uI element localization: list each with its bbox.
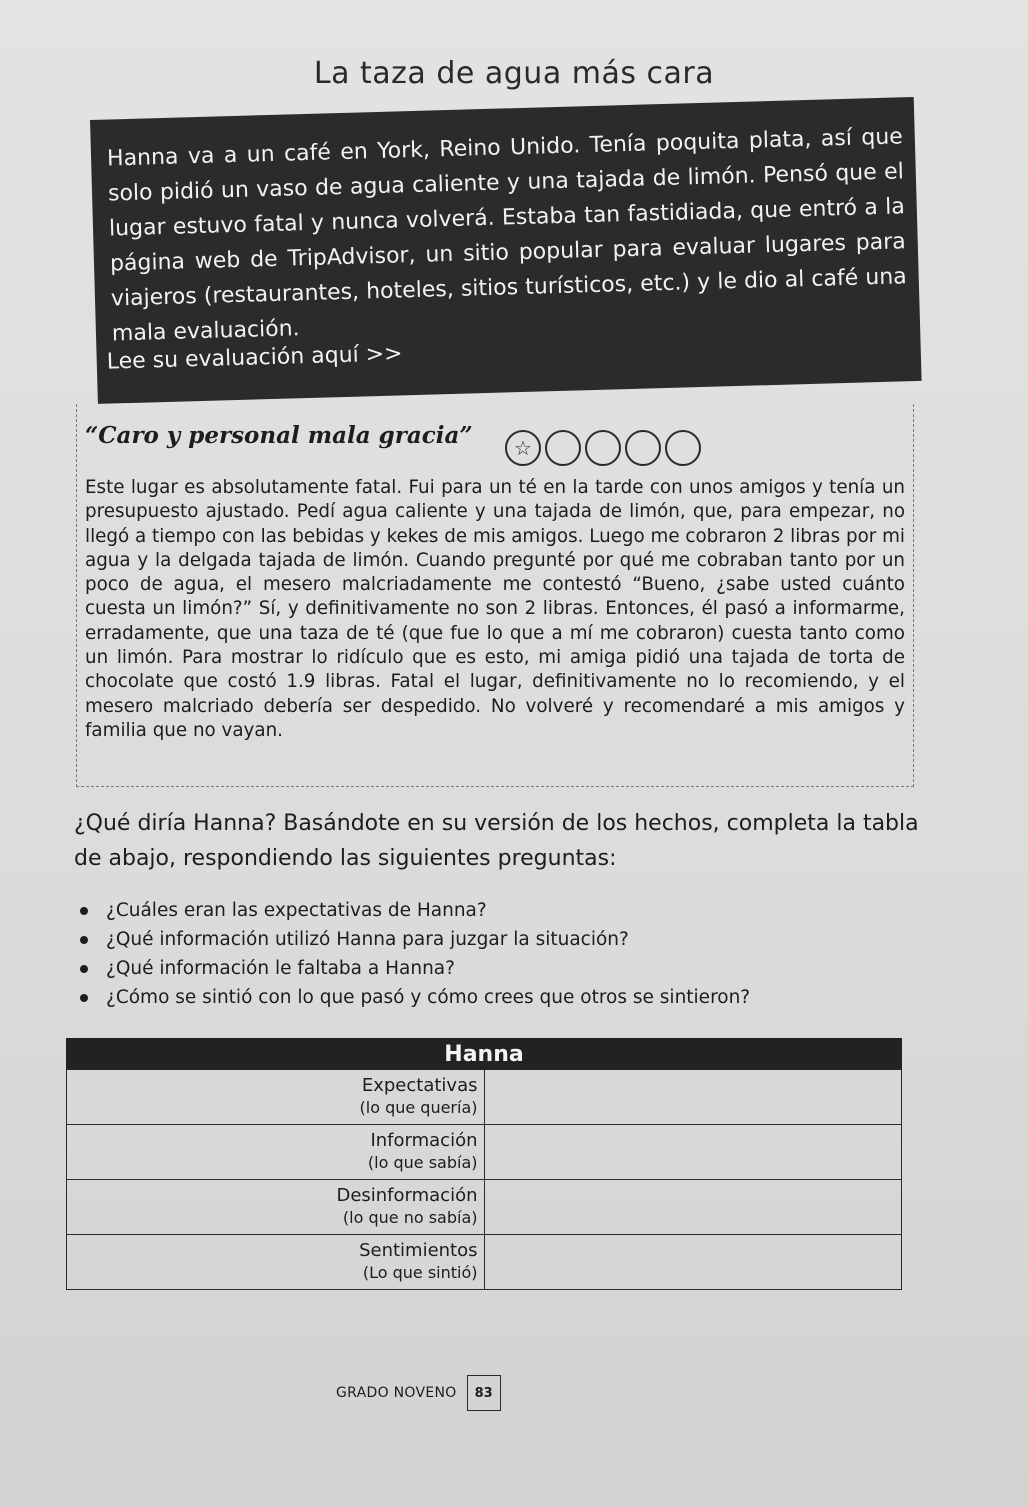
- answer-cell-desinformacion[interactable]: [484, 1180, 902, 1235]
- row-label-desinformacion: Desinformación (lo que no sabía): [67, 1180, 485, 1235]
- question-list: [80, 896, 920, 1012]
- grade-label: GRADO NOVENO: [336, 1385, 457, 1401]
- rating-circle-4: [625, 430, 661, 466]
- table-header: Hanna: [67, 1039, 902, 1070]
- page-title: La taza de agua más cara: [313, 56, 715, 91]
- review-link[interactable]: Lee su evaluación aquí >>: [106, 341, 403, 375]
- answer-cell-sentimientos[interactable]: [484, 1235, 902, 1290]
- star-icon: ☆: [514, 436, 532, 460]
- bullet-icon: [80, 936, 88, 944]
- rating-circles: [505, 430, 701, 466]
- bullet-icon: [80, 994, 88, 1002]
- intro-box: [90, 97, 922, 404]
- row-label-expectativas: Expectativas (lo que quería): [67, 1070, 485, 1125]
- list-item: ¿Cómo se sintió con lo que pasó y cómo crees que otros se sintieron?: [80, 983, 920, 1012]
- answer-cell-expectativas[interactable]: [484, 1070, 902, 1125]
- rating-circle-3: [585, 430, 621, 466]
- bullet-icon: [80, 965, 88, 973]
- row-label-informacion: Información (lo que sabía): [67, 1125, 485, 1180]
- answer-cell-informacion[interactable]: [484, 1125, 902, 1180]
- review-body: Este lugar es absolutamente fatal. Fui para un té en la tarde con unos amigos y tenía un presupuesto ajustado. Pedí agua caliente y una tajada de limón, que, para empezar, no llegó a tiempo con las bebidas y kekes de mis amigos. Luego me cobraron 2 libras por mi agua y la delgada tajada de limón. Cuando pregunté por qué me cobraban tanto por un poco de agua, el mesero malcriadamente me contestó “Bueno, ¿sabe usted cuánto cuesta un limón?” Sí, y definitivamente no son 2 libras. Entonces, él pasó a informarme, erradamente, que una taza de té (que fue lo que a mí me cobraron) cuesta tanto como un limón. Para mostrar lo ridículo que es esto, mi amiga pidió una tajada de torta de chocolate que costó 1.9 libras. Fatal el lugar, definitivamente no lo recomiendo, y el mesero malcriado debería ser despedido. No volveré y recomendaré a mis amigos y familia que no vayan.: [85, 477, 905, 741]
- list-item: ¿Qué información utilizó Hanna para juzgar la situación?: [80, 925, 920, 954]
- hanna-table: [66, 1038, 902, 1290]
- review-box: [76, 404, 914, 787]
- rating-circle-5: [665, 430, 701, 466]
- table-row: [67, 1070, 902, 1125]
- page-footer: [336, 1375, 501, 1411]
- review-title: “Caro y personal mala gracia”: [85, 422, 473, 449]
- table-row: [67, 1125, 902, 1180]
- intro-text: Hanna va a un café en York, Reino Unido. Tenía poquita plata, así que solo pidió un vaso de agua caliente y una tajada de limón. Pensó que el lugar estuvo fatal y nunca volverá. Estaba tan fastidiada, que entró a la página web de TripAdvisor, un sitio popular para evaluar lugares para viajeros (restaurantes, hoteles, sitios turísticos, etc.) y le dio al café una mala evaluación.: [106, 124, 908, 347]
- row-label-sentimientos: Sentimientos (Lo que sintió): [67, 1235, 485, 1290]
- rating-circle-2: [545, 430, 581, 466]
- page-number: 83: [467, 1375, 501, 1411]
- table-row: [67, 1235, 902, 1290]
- list-item: ¿Cuáles eran las expectativas de Hanna?: [80, 896, 920, 925]
- table-row: [67, 1180, 902, 1235]
- list-item: ¿Qué información le faltaba a Hanna?: [80, 954, 920, 983]
- question-prompt: ¿Qué diría Hanna? Basándote en su versión de los hechos, completa la tabla de abajo, respondiendo las siguientes preguntas:: [74, 811, 919, 871]
- bullet-icon: [80, 907, 88, 915]
- rating-circle-1: [505, 430, 541, 466]
